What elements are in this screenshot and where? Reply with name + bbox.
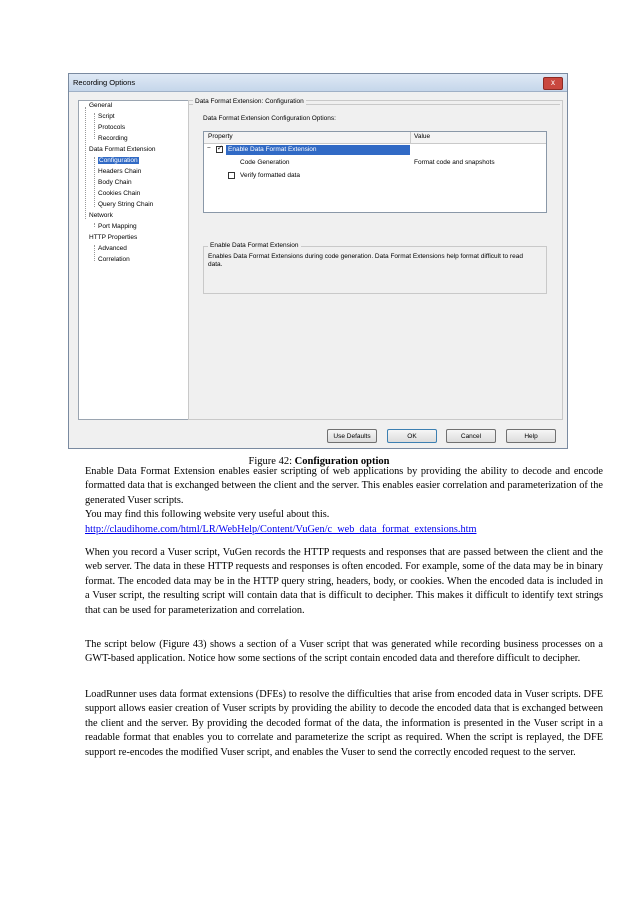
cancel-button[interactable]: Cancel <box>446 429 496 443</box>
options-tree <box>78 100 190 420</box>
description-group <box>203 242 547 294</box>
tree-item-correlation[interactable]: Correlation <box>98 256 130 263</box>
tree-item-cookies-chain[interactable]: Cookies Chain <box>98 190 141 197</box>
column-property[interactable]: Property <box>208 133 233 140</box>
ok-button[interactable]: OK <box>387 429 437 443</box>
column-value[interactable]: Value <box>414 133 431 140</box>
verify-formatted-checkbox[interactable] <box>228 172 235 179</box>
property-grid <box>203 131 547 213</box>
tree-item-protocols[interactable]: Protocols <box>98 124 126 131</box>
reference-link[interactable]: http://claudihome.com/html/LR/WebHelp/Content/VuGen/c_web_data_format_extensions.htm <box>85 523 477 535</box>
tree-item-network[interactable]: Network <box>89 212 113 219</box>
tree-guide <box>94 113 95 139</box>
settings-panel <box>188 100 563 420</box>
tree-guide <box>94 223 95 227</box>
tree-guide <box>94 157 95 207</box>
description-text: Enables Data Format Extensions during code generation. Data Format Extensions help format difficult to read data. <box>208 253 523 268</box>
property-name: Verify formatted data <box>240 172 300 179</box>
help-button[interactable]: Help <box>506 429 556 443</box>
tree-guide <box>94 245 95 261</box>
tree-item-recording[interactable]: Recording <box>98 135 128 142</box>
dialog-title: Recording Options <box>73 78 136 87</box>
tree-item-configuration[interactable]: Configuration <box>99 157 138 164</box>
tree-item-query-string-chain[interactable]: Query String Chain <box>98 201 154 208</box>
grid-row[interactable] <box>204 171 546 182</box>
property-value[interactable]: Format code and snapshots <box>414 159 495 166</box>
tree-item-headers-chain[interactable]: Headers Chain <box>98 168 142 175</box>
recording-options-dialog <box>68 73 568 449</box>
tree-item-body-chain[interactable]: Body Chain <box>98 179 132 186</box>
tree-item-advanced[interactable]: Advanced <box>98 245 127 252</box>
collapse-icon[interactable]: − <box>207 145 211 152</box>
tree-item-general[interactable]: General <box>89 102 113 109</box>
intro-text: Enable Data Format Extension enables easier scripting of web applications by providing the ability to decode and encode formatted data that is exchanged between the client and the server. This enables easier correlation and parameterization of the generated Vuser scripts. <box>85 466 603 506</box>
grid-row[interactable] <box>204 158 546 169</box>
property-name: Code Generation <box>240 159 290 166</box>
description-title: Enable Data Format Extension <box>210 242 299 249</box>
grid-row[interactable] <box>204 145 546 156</box>
grid-header <box>204 132 546 144</box>
dialog-titlebar <box>69 74 567 92</box>
intro-note: You may find this following website very useful about this. <box>85 509 330 521</box>
tree-item-port-mapping[interactable]: Port Mapping <box>98 223 137 230</box>
caption-title: Configuration option <box>294 456 390 467</box>
paragraph-intro <box>85 465 603 537</box>
paragraph-script: The script below (Figure 43) shows a section of a Vuser script that was generated while recording business processes on a GWT-based application. Notice how some sections of the script contain encoded data and therefore difficult to decipher. <box>85 639 603 665</box>
group-title: Data Format Extension: Configuration <box>195 98 304 105</box>
caption-prefix: Figure 42: <box>248 456 295 467</box>
tree-item-http-properties[interactable]: HTTP Properties <box>89 234 138 241</box>
tree-item-script[interactable]: Script <box>98 113 115 120</box>
enable-dfe-checkbox[interactable] <box>216 146 223 153</box>
tree-item-data-format-extension[interactable]: Data Format Extension <box>89 146 156 153</box>
close-icon[interactable]: x <box>543 77 563 90</box>
paragraph-dfe: LoadRunner uses data format extensions (DFEs) to resolve the difficulties that arise from encoded data in Vuser scripts. DFE support allows easier creation of Vuser scripts by providing the ability to decode the encoded data that is exchanged between the client and the server. By providing the decoded format of the data, the information is presented in the Vuser script in a readable format that enables you to correlate and parameterize the script as required. When the script is replayed, the DFE support re-encodes the modified Vuser script, and enables the Vuser to send the correctly encoded request to the server. <box>85 689 603 758</box>
tree-guide <box>85 107 86 219</box>
column-divider <box>410 132 411 143</box>
options-label: Data Format Extension Configuration Options: <box>203 115 336 122</box>
paragraph-recording: When you record a Vuser script, VuGen records the HTTP requests and responses that are passed between the client and the web server. The data in these HTTP requests and responses is often encoded. For example, some of the data may be in binary format. The encoded data may be in the HTTP query string, headers, body, or cookies. When the encoded data is included in a Vuser script, the resulting script will contain data that is difficult to decipher. This makes it difficult to identify text strings that can be used for parameterization and correlation. <box>85 547 603 616</box>
property-name: Enable Data Format Extension <box>228 146 317 153</box>
use-defaults-button[interactable]: Use Defaults <box>327 429 377 443</box>
